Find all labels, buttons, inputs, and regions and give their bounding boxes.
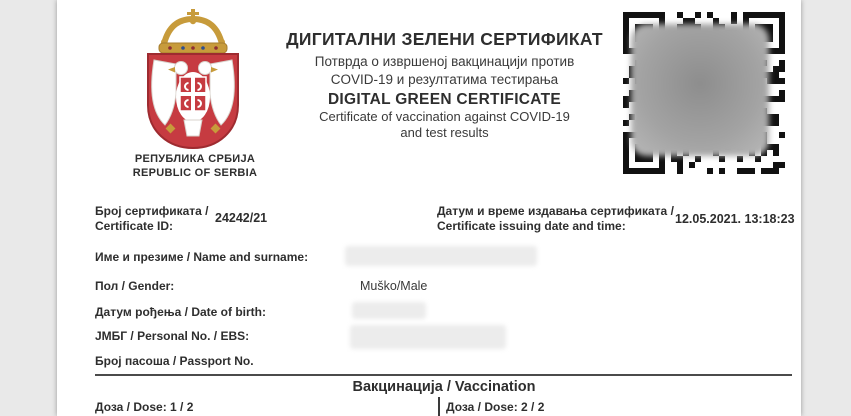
field-value-certificate-id: 24242/21 bbox=[215, 211, 268, 225]
certificate-subtitle-english-1: Certificate of vaccination against COVID-19 bbox=[319, 109, 570, 124]
certificate-page bbox=[57, 0, 801, 416]
qr-blur-overlay bbox=[631, 24, 769, 156]
field-label-gender: Пол / Gender: bbox=[95, 279, 175, 293]
certificate-title-block bbox=[257, 29, 632, 141]
field-label-certificate-id: Број сертификата / Certificate ID: bbox=[95, 204, 209, 233]
field-value-issuing-datetime: 12.05.2021. 13:18:23 bbox=[675, 212, 795, 226]
qr-code bbox=[623, 12, 785, 174]
field-label-name: Име и презиме / Name and surname: bbox=[95, 250, 309, 264]
personal-no-value-redacted bbox=[350, 325, 506, 349]
certificate-subtitle-cyrillic-1: Потврда о извршеној вакцинацији против bbox=[314, 54, 575, 69]
field-label-issuing-datetime: Датум и време издавања сертификата / Certificate issuing date and time: bbox=[437, 204, 674, 233]
country-name-english: REPUBLIC OF SERBIA bbox=[132, 167, 258, 179]
name-value-redacted bbox=[345, 246, 537, 266]
country-name bbox=[115, 152, 275, 180]
dose-column-divider bbox=[438, 397, 440, 416]
certificate-subtitle-cyrillic-2: COVID-19 и резултатима тестирања bbox=[330, 72, 559, 87]
serbia-coat-of-arms-icon bbox=[140, 8, 246, 154]
field-value-gender: Muško/Male bbox=[360, 279, 428, 293]
vaccination-section-title: Вакцинација / Vaccination bbox=[352, 379, 536, 395]
certificate-title-cyrillic: ДИГИТАЛНИ ЗЕЛЕНИ СЕРТИФИКАТ bbox=[286, 29, 603, 49]
section-divider bbox=[95, 374, 792, 376]
dob-value-redacted bbox=[352, 302, 426, 319]
dose2-label: Доза / Dose: 2 / 2 bbox=[446, 400, 545, 414]
country-name-cyrillic: РЕПУБЛИКА СРБИЈА bbox=[134, 153, 256, 165]
field-label-personal-no: ЈМБГ / Personal No. / EBS: bbox=[95, 329, 250, 343]
dose1-label: Доза / Dose: 1 / 2 bbox=[95, 400, 194, 414]
certificate-title-english: DIGITAL GREEN CERTIFICATE bbox=[327, 91, 562, 108]
field-label-date-of-birth: Датум рођења / Date of birth: bbox=[95, 305, 266, 319]
certificate-subtitle-english-2: and test results bbox=[400, 125, 489, 140]
field-label-passport-no: Број пасоша / Passport No. bbox=[95, 354, 254, 368]
